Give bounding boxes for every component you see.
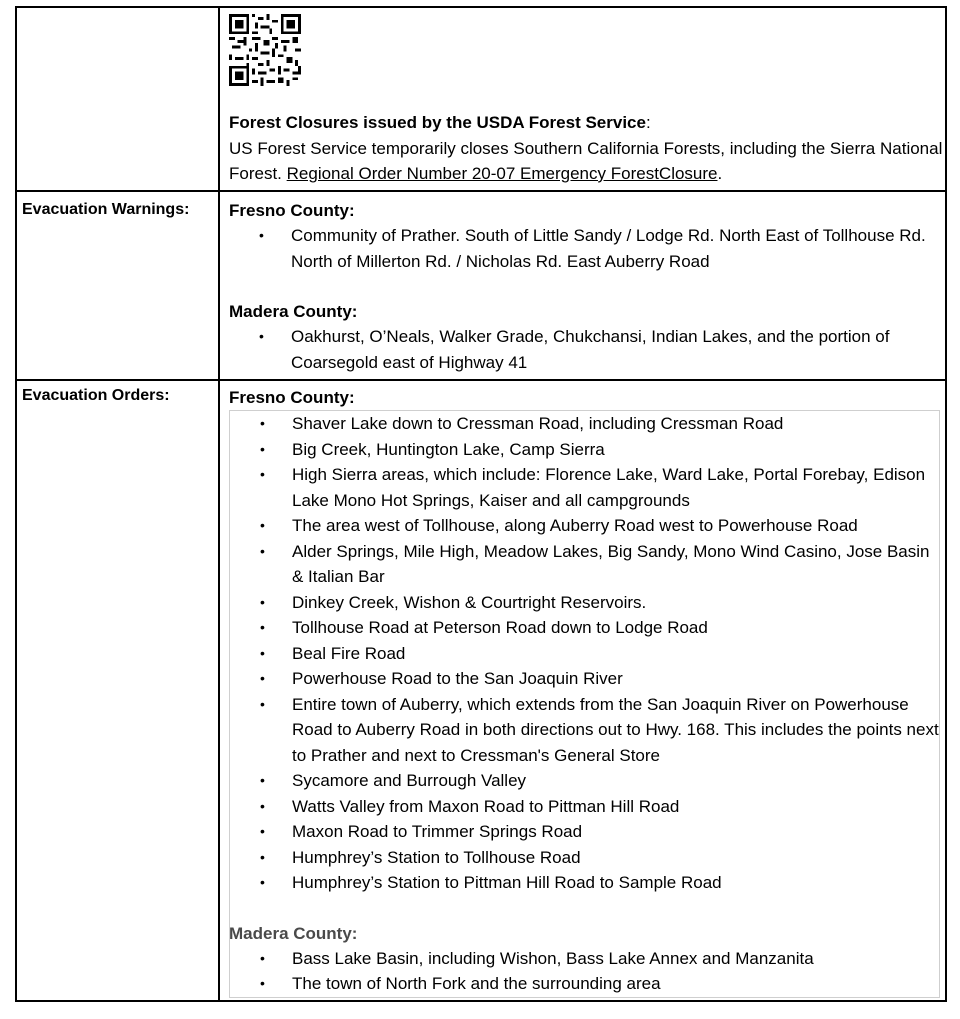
list-item-text: Tollhouse Road at Peterson Road down to Lodge Road [292,618,708,637]
bullet-icon: • [260,975,265,991]
list-item-text: Watts Valley from Maxon Road to Pittman Hill Road [292,796,680,816]
closures-period: . [717,164,723,183]
list-item [230,641,939,667]
list-item-text: The town of North Fork and the surrounding area [292,974,661,993]
warnings-content-cell [219,191,946,380]
list-item-text: Shaver Lake down to Cressman Road, including Cressman Road [292,414,784,433]
bullet-icon: • [259,227,264,243]
bullet-icon: • [260,772,265,788]
bullet-icon: • [260,619,265,635]
bullet-icon: • [260,415,265,431]
list-item-text: Alder Springs, Mile High, Meadow Lakes, Big Sandy, Mono Wind Casino, Jose Basin & Italian Bar [292,541,930,586]
list-item [230,971,939,997]
bullet-icon: • [260,949,265,966]
list-item-text: Beal Fire Road [292,643,406,663]
list-item [230,539,939,590]
list-item-text: Oakhurst, O’Neals, Walker Grade, Chukchansi, Indian Lakes, and the portion of Coarsegold east of Highway 41 [291,327,890,372]
closures-heading-colon: : [645,113,651,132]
orders-row [16,380,946,1001]
orders-fresno-list [230,411,939,896]
warnings-madera-heading: Madera County: [229,302,358,321]
orders-content-cell [219,380,946,1001]
list-item [230,794,939,820]
list-item-text: High Sierra areas, which include: Florence Lake, Ward Lake, Portal Forebay, Edison Lake Mono Hot Springs, Kaiser and all campgrounds [292,465,926,510]
list-item-text: Bass Lake Basin, including Wishon, Bass Lake Annex and Manzanita [292,948,814,968]
bullet-icon: • [259,328,264,344]
list-item [230,615,939,641]
orders-madera-heading: Madera County: [229,923,358,943]
closures-label-cell [16,7,219,191]
list-item [230,590,939,616]
list-item-text: Big Creek, Huntington Lake, Camp Sierra [292,439,605,459]
orders-fresno-heading: Fresno County: [229,388,355,407]
regional-order-link[interactable]: Regional Order Number 20-07 Emergency ForestClosure [286,164,718,183]
list-item [230,845,939,871]
list-item [229,324,945,375]
list-item [230,411,939,437]
list-item-text: Powerhouse Road to the San Joaquin River [292,669,623,688]
list-item [230,870,939,896]
warnings-label: Evacuation Warnings: [16,191,219,380]
closures-content-cell [219,7,946,191]
evacuation-table [15,6,947,1002]
spacer [230,896,939,921]
closures-heading-text: Forest Closures issued by the USDA Forest Service [229,113,646,132]
bullet-icon: • [260,848,265,865]
list-item [230,437,939,463]
closures-heading [229,110,945,136]
list-item [230,692,939,769]
bullet-icon: • [260,670,265,686]
orders-label: Evacuation Orders: [16,380,219,1001]
list-item [229,223,945,274]
warnings-fresno-heading: Fresno County: [229,201,355,220]
bullet-icon: • [260,466,265,482]
bullet-icon: • [260,644,265,661]
list-item-text: Community of Prather. South of Little Sandy / Lodge Rd. North East of Tollhouse Rd. North of Millerton Rd. / Nicholas Rd. East Auberry Road [291,226,926,271]
warnings-row [16,191,946,380]
list-item-text: Humphrey’s Station to Pittman Hill Road to Sample Road [292,873,722,892]
orders-madera-list [230,946,939,997]
bullet-icon: • [260,593,265,610]
orders-box [229,410,940,998]
warnings-madera-list [229,324,945,375]
list-item [230,462,939,513]
list-item-text: Entire town of Auberry, which extends from the San Joaquin River on Powerhouse Road to Auberry Road in both directions out to Hwy. 168. This includes the points next to Prather and next to Cressman's General Store [292,694,939,765]
bullet-icon: • [260,695,265,712]
list-item [230,513,939,539]
closures-row [16,7,946,191]
list-item [230,946,939,972]
list-item [230,666,939,692]
bullet-icon: • [260,823,265,839]
spacer [229,274,945,299]
qr-code-icon[interactable] [229,14,301,86]
bullet-icon: • [260,517,265,533]
list-item-text: Dinkey Creek, Wishon & Courtright Reservoirs. [292,592,647,612]
bullet-icon: • [260,542,265,559]
bullet-icon: • [260,440,265,457]
list-item [230,768,939,794]
list-item [230,819,939,845]
list-item-text: Sycamore and Burrough Valley [292,771,527,790]
bullet-icon: • [260,874,265,890]
closures-text: US Forest Service temporarily closes Southern California Forests, including the Sierra National Forest. [229,139,943,183]
list-item-text: The area west of Tollhouse, along Auberry Road west to Powerhouse Road [292,516,858,535]
bullet-icon: • [260,797,265,814]
closures-paragraph [229,136,945,190]
list-item-text: Maxon Road to Trimmer Springs Road [292,822,583,841]
warnings-fresno-list [229,223,945,274]
list-item-text: Humphrey’s Station to Tollhouse Road [292,847,581,867]
